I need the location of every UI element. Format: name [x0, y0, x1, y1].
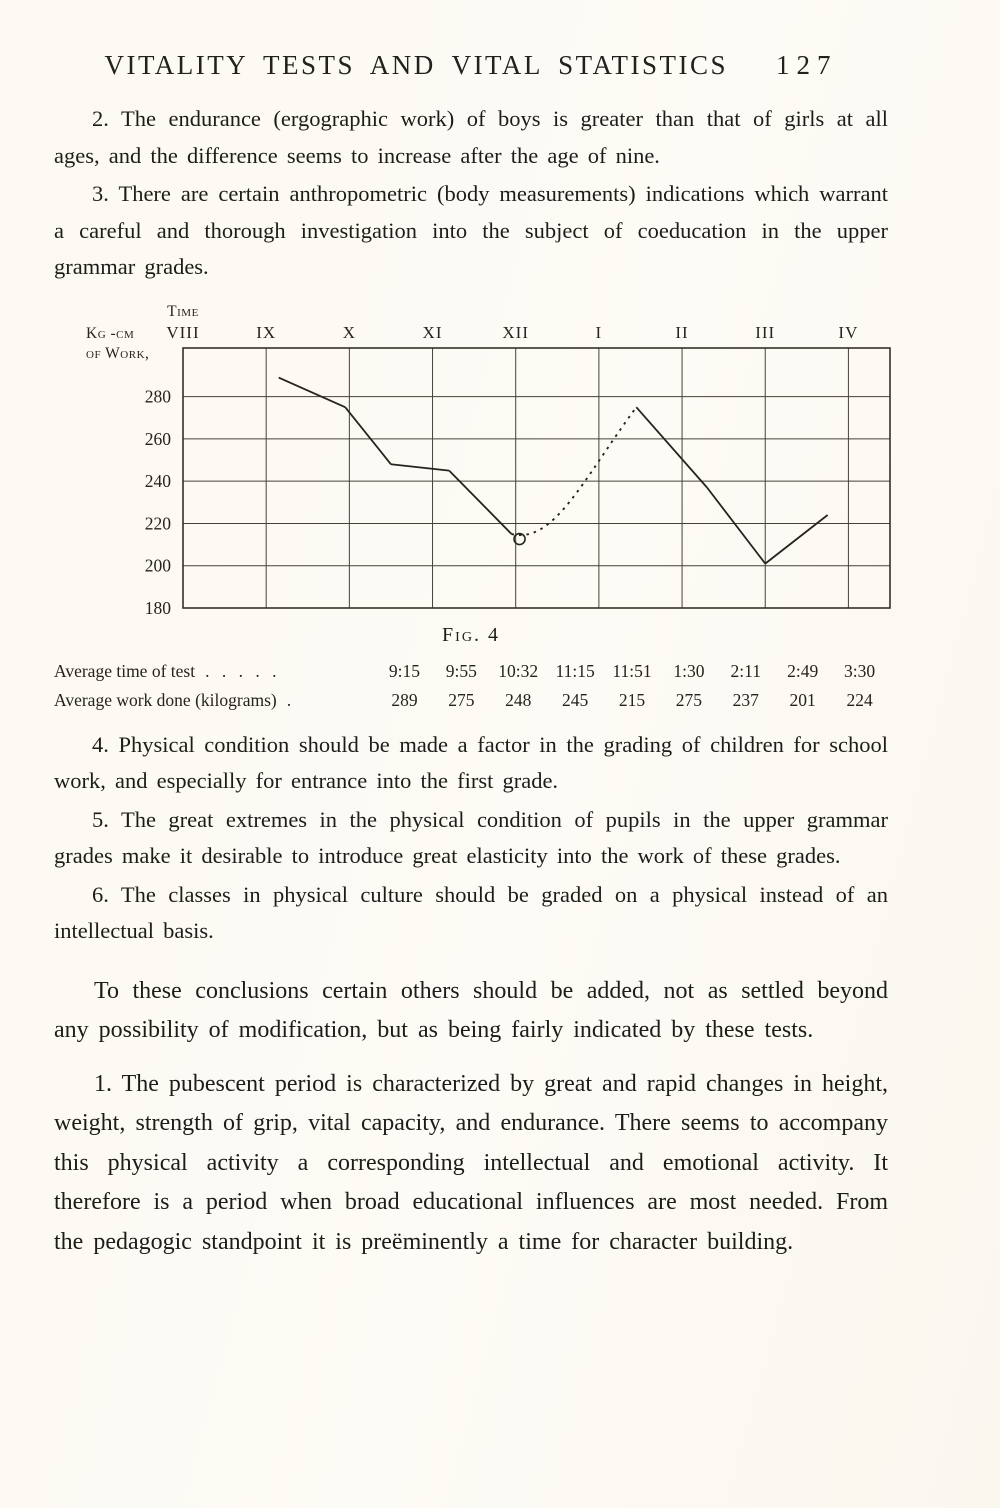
figure-4 — [54, 300, 888, 715]
table-cell: 11:51 — [612, 660, 652, 681]
table-cell: 1:30 — [673, 660, 705, 681]
work-curve-segment — [765, 514, 827, 563]
paragraph-point-5: 5. The great extremes in the physical condition of pupils in the upper grammar grades make it desirable to introduce great elasticity into the work of these grades. — [54, 806, 888, 868]
table-row-time — [54, 657, 888, 686]
y-tick-label: 200 — [144, 555, 171, 576]
y-tick-label: 280 — [144, 386, 171, 407]
x-tick-label: XII — [502, 322, 530, 342]
dot-leader: . — [286, 689, 296, 710]
paragraph-point-3: 3. There are certain anthropometric (body measurements) indications which warrant a careful and thorough investigation into the subject of coeducation in the upper grammar grades. — [54, 181, 888, 279]
work-curve-dotted-segment — [512, 407, 637, 535]
page-header — [54, 50, 888, 81]
work-curve-segment — [391, 464, 449, 470]
table-cell: 2:49 — [787, 660, 819, 681]
row-values — [376, 657, 888, 686]
x-tick-label: IV — [838, 322, 859, 342]
paragraph-conclusions-intro: To these conclusions certain others should be added, not as settled beyond any possibility of modification, but as being fairly indicated by these tests. — [54, 977, 888, 1043]
row-label-text: Average work done (kilograms) — [54, 689, 277, 710]
x-tick-label: X — [342, 322, 356, 342]
table-cell: 245 — [561, 689, 589, 710]
figure-caption: Fig. 4 — [442, 623, 500, 646]
work-curve-segment — [707, 487, 765, 563]
y-axis-unit-label-2: of Work, — [86, 344, 150, 362]
dot-leader: . . . . . — [205, 660, 281, 681]
y-tick-label: 240 — [144, 470, 171, 491]
table-cell: 3:30 — [844, 660, 876, 681]
row-label-text: Average time of test — [54, 660, 196, 681]
table-cell: 237 — [732, 689, 759, 710]
table-cell: 11:15 — [555, 660, 595, 681]
plot-frame — [183, 348, 890, 608]
row-values — [376, 686, 888, 715]
x-axis-title: Time — [167, 302, 199, 320]
x-tick-label: IX — [256, 322, 277, 342]
x-tick-label: III — [755, 322, 776, 342]
work-curve-segment — [449, 470, 511, 533]
paragraph-point-2: 2. The endurance (ergographic work) of boys is greater than that of girls at all ages, and the difference seems to increase after the age of nine. — [54, 106, 888, 168]
running-head: VITALITY TESTS AND VITAL STATISTICS — [104, 50, 728, 80]
paragraph-point-1: 1. The pubescent period is characterized by great and rapid changes in height, weight, strength of grip, vital capacity, and endurance. There seems to accompany this physical activity a corresponding intellectual and emotional activity. It therefore is a period when broad educational influences are most needed. From the pedagogic standpoint it is preëminently a time for character building. — [54, 1070, 888, 1255]
y-axis-unit-label: Kg -cm — [86, 324, 135, 342]
table-cell: 10:32 — [498, 660, 539, 681]
page-number: 127 — [776, 50, 838, 80]
x-tick-label: XI — [422, 322, 443, 342]
figure-data-table — [54, 657, 888, 715]
table-cell: 248 — [505, 689, 532, 710]
y-tick-label: 260 — [144, 428, 171, 449]
work-curve-segment — [345, 407, 391, 464]
table-cell: 215 — [618, 689, 646, 710]
y-tick-label: 220 — [144, 512, 171, 533]
ergograph-line-chart — [78, 300, 908, 622]
work-curve-segment — [279, 377, 346, 407]
row-label — [54, 657, 376, 686]
table-cell: 201 — [789, 689, 816, 710]
table-row-work — [54, 686, 888, 715]
x-tick-label: I — [595, 322, 603, 342]
paragraph-point-6: 6. The classes in physical culture should be graded on a physical instead of an intellectual basis. — [54, 881, 888, 943]
work-curve-segment — [636, 407, 707, 487]
y-tick-label: 180 — [144, 597, 171, 618]
table-cell: 9:15 — [388, 660, 420, 681]
table-cell: 224 — [846, 689, 873, 710]
table-cell: 9:55 — [445, 660, 477, 681]
conclusions-section — [54, 972, 888, 1263]
paragraph-point-4: 4. Physical condition should be made a factor in the grading of children for school work, and especially for entrance into the first grade. — [54, 731, 888, 793]
table-cell: 275 — [675, 689, 703, 710]
row-label — [54, 686, 376, 715]
x-tick-label: VIII — [166, 322, 200, 342]
table-cell: 2:11 — [730, 660, 762, 681]
table-cell: 289 — [391, 689, 418, 710]
table-cell: 275 — [448, 689, 475, 710]
x-tick-label: II — [675, 322, 689, 342]
